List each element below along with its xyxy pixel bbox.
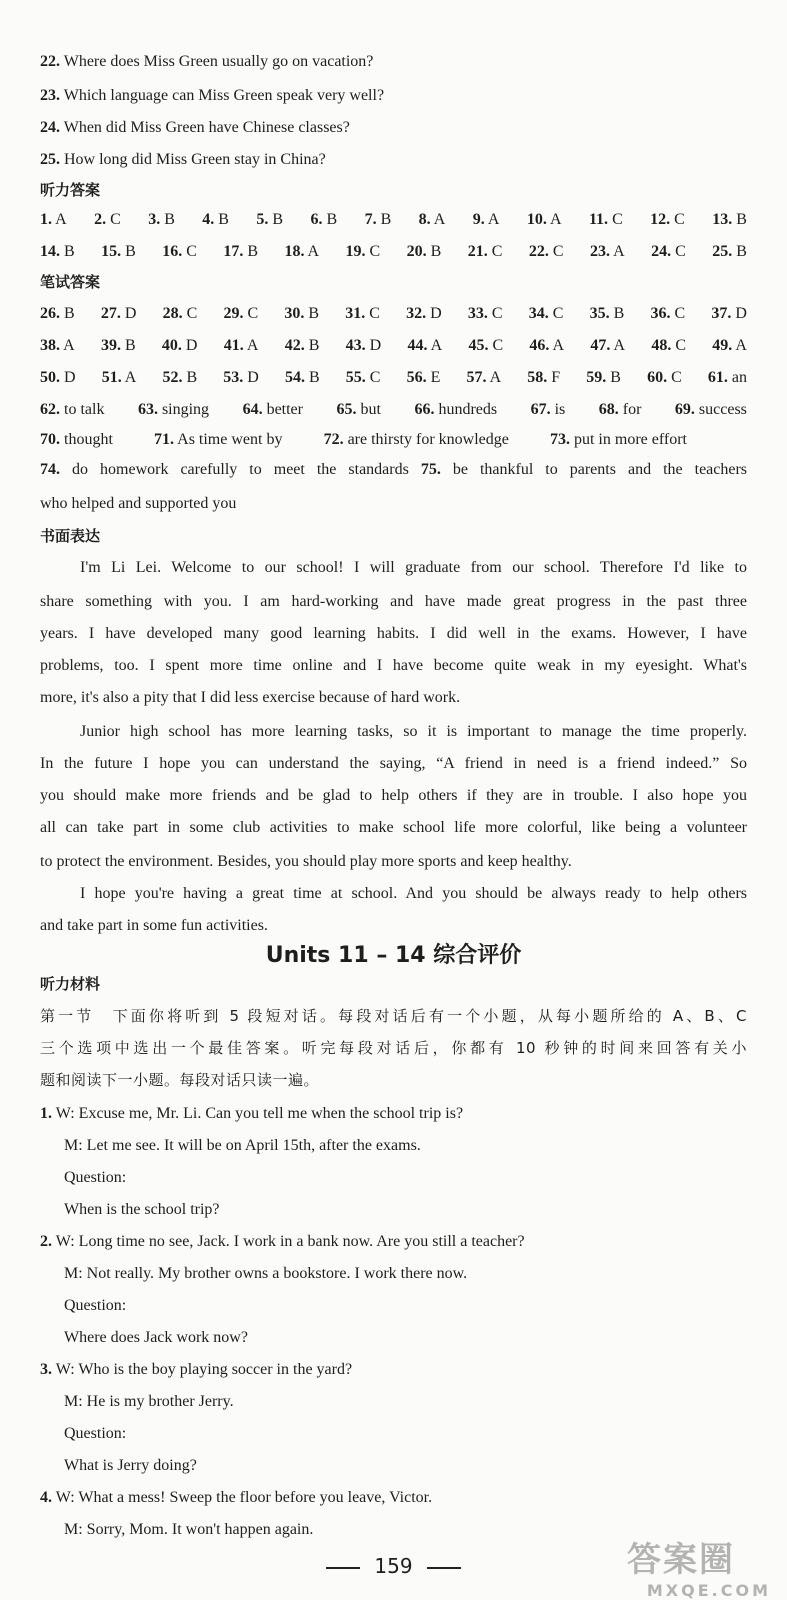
dialog-1-question: When is the school trip?: [64, 1201, 220, 1218]
answer-row: [40, 430, 687, 450]
page-number: 159: [374, 1554, 413, 1578]
answer-item: 6. B: [310, 211, 338, 228]
answer-item: 53. D: [223, 369, 259, 386]
answer-item: 55. C: [345, 369, 381, 386]
essay-line: to protect the environment. Besides, you should play more sports and keep healthy.: [40, 853, 572, 870]
dialog-3-woman: 3. W: Who is the boy playing soccer in the yard?: [40, 1361, 353, 1378]
answer-item: 3. B: [148, 211, 175, 228]
answer-item: 4. B: [202, 211, 229, 228]
answer-row: [40, 242, 747, 262]
essay-line: and take part in some fun activities.: [40, 917, 268, 934]
answer-item: 66. hundreds: [414, 401, 498, 418]
dialog-4-woman: 4. W: What a mess! Sweep the floor before you leave, Victor.: [40, 1489, 433, 1506]
answer-item: 58. F: [527, 369, 561, 386]
answer-item: 15. B: [101, 243, 136, 260]
answer-item: 65. but: [336, 401, 381, 418]
answer-item: 21. C: [467, 243, 503, 260]
essay-line: Junior high school has more learning tasks, so it is important to manage the time properly.: [80, 723, 747, 740]
answer-item: 2. C: [94, 211, 121, 228]
answer-item: 50. D: [40, 369, 76, 386]
answer-item: 61. an: [707, 369, 747, 386]
answer-item: 69. success: [674, 401, 747, 418]
essay-heading: 书面表达: [40, 527, 101, 545]
dialog-1-woman: 1. W: Excuse me, Mr. Li. Can you tell me when the school trip is?: [40, 1105, 464, 1122]
answer-item: 31. C: [345, 305, 380, 322]
answer-item: 7. B: [364, 211, 392, 228]
answer-item: 71. As time went by: [154, 431, 283, 448]
dialog-3-man: M: He is my brother Jerry.: [64, 1393, 234, 1410]
answer-item: 41. A: [223, 337, 259, 354]
dialog-4-man: M: Sorry, Mom. It won't happen again.: [64, 1521, 314, 1538]
watermark-logo: [627, 1532, 777, 1600]
essay-line: share something with you. I am hard-working and have made great progress in the past three: [40, 593, 747, 610]
answer-item: 19. C: [345, 243, 381, 260]
essay-line: more, it's also a pity that I did less exercise because of hard work.: [40, 689, 461, 706]
answer-item: 29. C: [223, 305, 259, 322]
answer-row: [40, 304, 747, 324]
essay-line: I hope you're having a great time at school. And you should be always ready to help others: [80, 885, 747, 902]
answer-item: 5. B: [256, 211, 284, 228]
listening-material-heading: 听力材料: [40, 975, 101, 993]
essay-line: problems, too. I spent more time online and I have become quite weak in my eyesight. What's: [40, 657, 747, 674]
dialog-2-question: Where does Jack work now?: [64, 1329, 248, 1346]
answer-item: 56. E: [406, 369, 441, 386]
answer-item: 59. B: [586, 369, 621, 386]
answer-item: 11. C: [588, 211, 623, 228]
answer-item: 35. B: [589, 305, 625, 322]
footer-dash-right: [427, 1567, 461, 1569]
answer-row: [40, 400, 747, 420]
answer-item: 64. better: [242, 401, 303, 418]
answer-item: 32. D: [406, 305, 442, 322]
dialog-3-question-label: Question:: [64, 1425, 127, 1442]
answer-item: 70. thought: [40, 431, 113, 448]
answer-item: 25. B: [712, 243, 747, 260]
answer-item: 14. B: [40, 243, 75, 260]
answer-item: 72. are thirsty for knowledge: [323, 431, 509, 448]
answer-item: 10. A: [526, 211, 562, 228]
answer-item: 16. C: [162, 243, 197, 260]
answer-item: 44. A: [407, 337, 443, 354]
answer-item: 73. put in more effort: [549, 431, 687, 448]
listening-instructions: 第一节 下面你将听到 5 段短对话。每段对话后有一个小题，从每小题所给的 A、B、C: [40, 1007, 747, 1025]
answer-item: 54. B: [284, 369, 320, 386]
question-22: 22. Where does Miss Green usually go on vacation?: [40, 53, 374, 70]
answer-item: 12. C: [650, 211, 685, 228]
answer-item: 27. D: [100, 305, 137, 322]
watermark-text-url: MXQE.COM: [646, 1581, 771, 1600]
answer-item: 42. B: [284, 337, 320, 354]
answer-item: 17. B: [223, 243, 258, 260]
listening-answers-heading: 听力答案: [40, 181, 101, 199]
listening-instructions: 三个选项中选出一个最佳答案。听完每段对话后，你都有 10 秒钟的时间来回答有关小: [40, 1039, 747, 1057]
answer-item: 20. B: [406, 243, 442, 260]
answer-item: 43. D: [345, 337, 382, 354]
answer-74-75: 74. do homework carefully to meet the standards 75. be thankful to parents and the teachers: [40, 461, 748, 478]
dialog-1-man: M: Let me see. It will be on April 15th, after the exams.: [64, 1137, 421, 1154]
answer-row: [40, 210, 747, 230]
answer-item: 57. A: [466, 369, 502, 386]
footer-dash-left: [326, 1567, 360, 1569]
answer-item: 28. C: [162, 305, 198, 322]
answer-item: 38. A: [40, 337, 75, 354]
answer-item: 63. singing: [137, 401, 210, 418]
answer-item: 39. B: [100, 337, 136, 354]
answer-item: 26. B: [40, 305, 75, 322]
dialog-3-question: What is Jerry doing?: [64, 1457, 197, 1474]
answer-item: 48. C: [651, 337, 686, 354]
answer-item: 36. C: [650, 305, 686, 322]
listening-instructions: 题和阅读下一小题。每段对话只读一遍。: [40, 1071, 320, 1089]
dialog-1-question-label: Question:: [64, 1169, 127, 1186]
answer-item: 37. D: [711, 305, 747, 322]
dialog-2-woman: 2. W: Long time no see, Jack. I work in a bank now. Are you still a teacher?: [40, 1233, 525, 1250]
answer-item: 24. C: [651, 243, 686, 260]
answer-item: 45. C: [468, 337, 504, 354]
answer-item: 1. A: [40, 211, 67, 228]
dialog-2-man: M: Not really. My brother owns a bookstore. I work there now.: [64, 1265, 468, 1282]
answer-item: 67. is: [530, 401, 566, 418]
answer-item: 49. A: [712, 337, 747, 354]
dialog-2-question-label: Question:: [64, 1297, 127, 1314]
answer-item: 68. for: [598, 401, 642, 418]
answer-item: 47. A: [590, 337, 626, 354]
watermark-text-cn: 答案圈: [627, 1540, 735, 1580]
answer-item: 62. to talk: [40, 401, 105, 418]
answer-item: 22. C: [528, 243, 564, 260]
answer-item: 9. A: [472, 211, 500, 228]
answer-item: 8. A: [418, 211, 446, 228]
question-23: 23. Which language can Miss Green speak very well?: [40, 87, 385, 104]
essay-line: you should make more friends and be glad to help others if they are in trouble. I also hope you: [40, 787, 747, 804]
answer-item: 52. B: [162, 369, 198, 386]
answer-item: 30. B: [284, 305, 320, 322]
answer-75-continued: who helped and supported you: [40, 495, 237, 512]
section-title: Units 11 – 14 综合评价: [265, 943, 522, 968]
answer-item: 46. A: [529, 337, 565, 354]
answer-item: 33. C: [467, 305, 503, 322]
question-25: 25. How long did Miss Green stay in China?: [40, 151, 326, 168]
answer-row: [40, 368, 747, 388]
answer-item: 40. D: [161, 337, 198, 354]
written-answers-heading: 笔试答案: [40, 273, 101, 291]
answer-item: 34. C: [528, 305, 564, 322]
essay-line: I'm Li Lei. Welcome to our school! I will graduate from our school. Therefore I'd like to: [80, 559, 747, 576]
answer-item: 23. A: [589, 243, 625, 260]
answer-item: 60. C: [647, 369, 682, 386]
answer-row: [40, 336, 747, 356]
answer-item: 18. A: [284, 243, 320, 260]
essay-line: years. I have developed many good learning habits. I did well in the exams. However, I have: [40, 625, 747, 642]
essay-line: all can take part in some club activities to make school life more colorful, like being a volunteer: [40, 819, 747, 836]
question-24: 24. When did Miss Green have Chinese classes?: [40, 119, 350, 136]
answer-item: 51. A: [101, 369, 137, 386]
essay-line: In the future I hope you can understand the saying, “A friend in need is a friend indeed.” So: [40, 755, 747, 772]
answer-item: 13. B: [712, 211, 747, 228]
